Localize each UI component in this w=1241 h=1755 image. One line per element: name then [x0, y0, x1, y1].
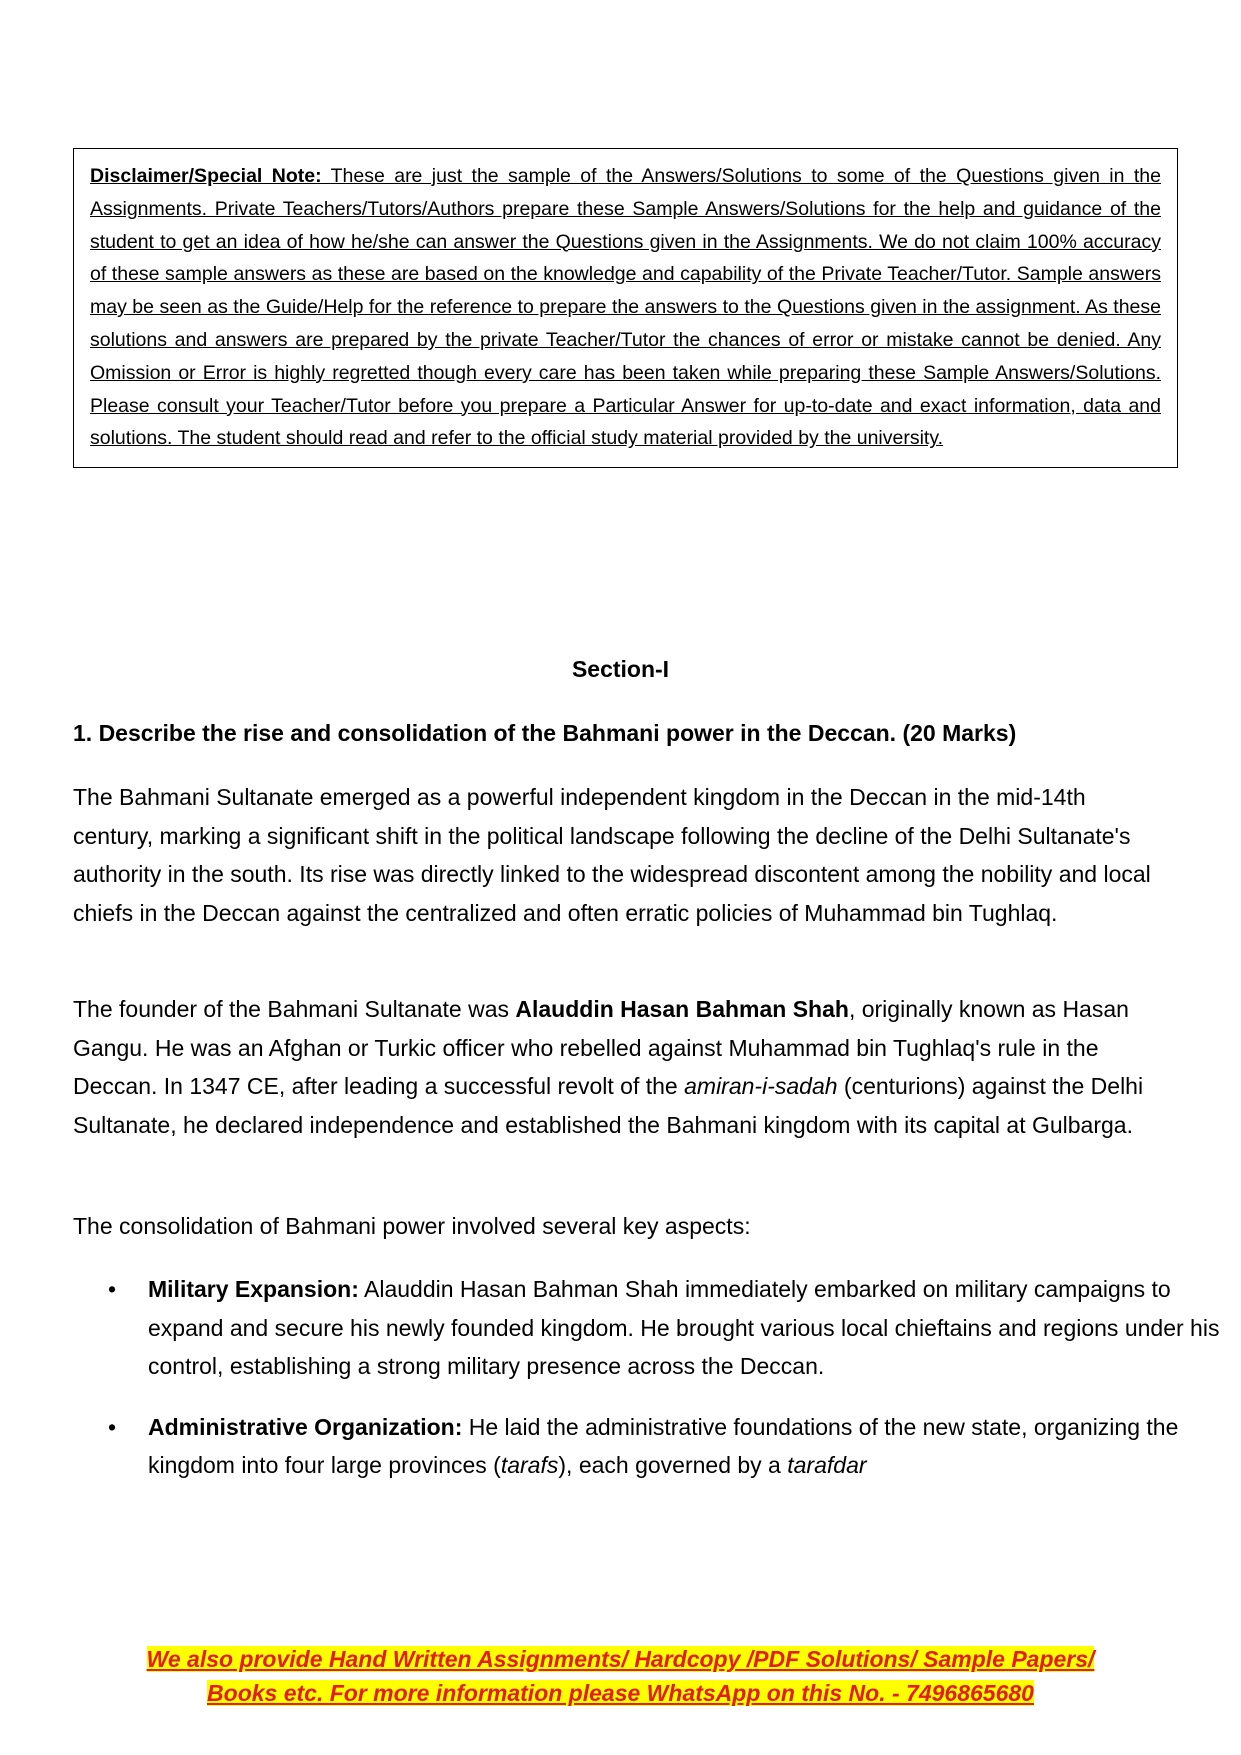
- question-heading: 1. Describe the rise and consolidation of the Bahmani power in the Deccan. (20 Marks): [73, 720, 1017, 746]
- list-item-title: Administrative Organization:: [148, 1413, 463, 1440]
- promo-footer: [0, 1642, 1241, 1710]
- section-title: Section-I: [571, 656, 670, 682]
- paragraph-founder: [73, 990, 1171, 1144]
- list-item-text: Alauddin Hasan Bahman Shah immediately embarked on military campaigns to expand and secure his newly founded kingdom. He brought various local chieftains and regions under his control, establishing a strong military presence across the Deccan.: [148, 1276, 1220, 1379]
- disclaimer-label: Disclaimer/Special Note:: [90, 165, 322, 187]
- founder-name: Alauddin Hasan Bahman Shah: [515, 996, 849, 1022]
- list-item-text: He laid the administrative foundations of the new state, organizing the kingdom into four large provinces (: [148, 1413, 1179, 1478]
- paragraph-intro: The Bahmani Sultanate emerged as a powerful independent kingdom in the Deccan in the mid-14th century, marking a significant shift in the political landscape following the decline of the Delhi Sultanate's authority in the south. Its rise was directly linked to the widespread discontent among the nobility and local chiefs in the Deccan against the centralized and often erratic policies of Muhammad bin Tughlaq.: [73, 784, 1151, 926]
- paragraph-text: , originally known as Hasan Gangu. He was an Afghan or Turkic officer who rebelled against Muhammad bin Tughlaq's rule in the Deccan. In 1347 CE, after leading a successful revolt of the: [73, 996, 1129, 1099]
- list-item-text: ), each governed by a: [558, 1452, 788, 1478]
- consolidation-list: [73, 1270, 1241, 1507]
- paragraph-text: (centurions) against the Delhi Sultanate, he declared independence and established the Bahmani kingdom with its capital at Gulbarga.: [73, 1073, 1144, 1138]
- disclaimer-text: These are just the sample of the Answers/Solutions to some of the Questions given in the Assignments. Private Teachers/Tutors/Authors prepare these Sample Answers/Solutions for the help and guidance of the student to get an idea of how he/she can answer the Questions given in the Assignments. We do not claim 100% accuracy of these sample answers as these are based on the knowledge and capability of the Private Teacher/Tutor. Sample answers may be seen as the Guide/Help for the reference to prepare the answers to the Questions given in the assignment. As these solutions and answers are prepared by the private Teacher/Tutor the chances of error or mistake cannot be denied. Any Omission or Error is highly regretted though every care has been taken while preparing these Sample Answers/Solutions. Please consult your Teacher/Tutor before you prepare a Particular Answer for up-to-date and exact information, data and solutions. The student should read and refer to the official study material provided by the university.: [90, 165, 1161, 450]
- list-item-title: Military Expansion:: [148, 1276, 359, 1302]
- promo-line-2: Books etc. For more information please WhatsApp on this No. - 7496865680: [207, 1680, 1034, 1706]
- promo-line-1: We also provide Hand Written Assignments/ Hardcopy /PDF Solutions/ Sample Papers/: [146, 1646, 1095, 1672]
- paragraph-consolidation: The consolidation of Bahmani power involved several key aspects:: [73, 1213, 751, 1239]
- list-item-military: [108, 1270, 1241, 1386]
- paragraph-text: The founder of the Bahmani Sultanate was: [73, 996, 516, 1022]
- list-item-administrative: [108, 1408, 1241, 1485]
- term-tarafs: tarafs: [500, 1452, 559, 1478]
- term-amiran-i-sadah: amiran-i-sadah: [684, 1073, 838, 1099]
- disclaimer-box: [73, 148, 1178, 468]
- bullet-icon: •: [108, 1276, 117, 1302]
- bullet-icon: •: [108, 1413, 117, 1440]
- term-tarafdar: tarafdar: [787, 1452, 867, 1478]
